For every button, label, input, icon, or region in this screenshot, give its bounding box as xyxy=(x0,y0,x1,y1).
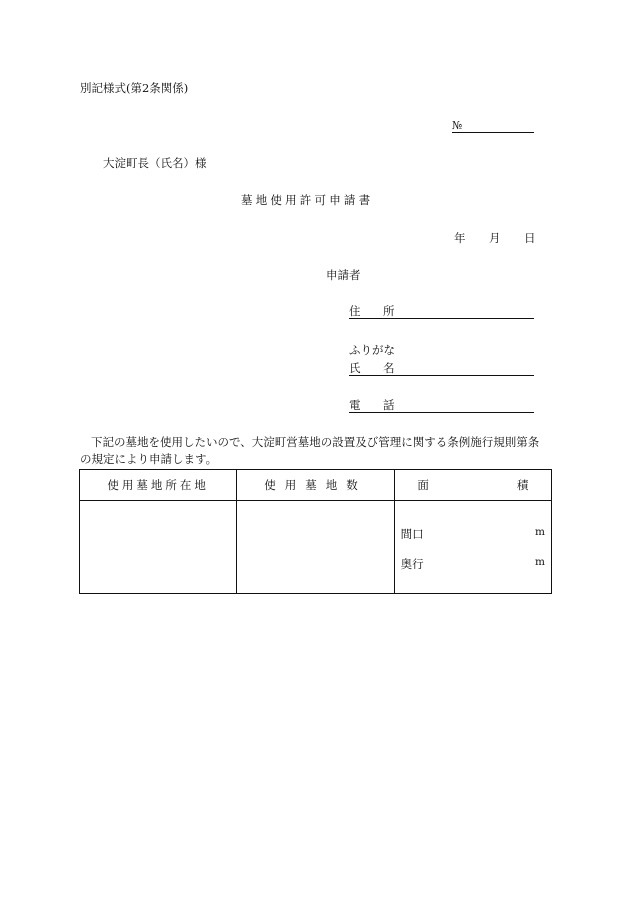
header-area-2: 積 xyxy=(516,478,529,492)
applicant-name-field[interactable] xyxy=(349,360,534,376)
plot-count-cell[interactable] xyxy=(237,501,394,594)
addressee: 大淀町長（氏名）様 xyxy=(103,156,207,170)
date-year-label: 年 xyxy=(454,231,466,245)
phone-label-2: 話 xyxy=(383,398,395,412)
frontage-row xyxy=(401,526,545,540)
address-label-1: 住 xyxy=(349,304,361,318)
address-label-2: 所 xyxy=(383,304,395,318)
header-plot-count: 使用墓地数 xyxy=(237,470,394,501)
applicant-phone-field[interactable] xyxy=(349,397,534,413)
depth-unit: m xyxy=(535,556,545,568)
application-statement: 下記の墓地を使用したいので、大淀町営墓地の設置及び管理に関する条例施行規則第条の規定により申請します。 xyxy=(80,435,540,466)
form-reference: 別記様式(第2条関係) xyxy=(80,81,189,95)
depth-row xyxy=(401,556,545,570)
number-field[interactable] xyxy=(452,118,534,133)
frontage-unit: m xyxy=(535,526,545,538)
name-label-2: 名 xyxy=(383,361,395,375)
date-month-label: 月 xyxy=(489,231,501,245)
table-row xyxy=(80,501,552,594)
applicant-heading: 申請者 xyxy=(326,268,361,282)
frontage-label: 間口 xyxy=(400,527,424,541)
header-area-1: 面 xyxy=(417,478,429,492)
header-plot-location: 使用墓地所在地 xyxy=(80,470,237,501)
number-label: № xyxy=(452,119,463,132)
furigana-label: ふりがな xyxy=(349,343,395,357)
depth-label: 奥行 xyxy=(400,557,424,571)
table-header-row xyxy=(80,470,552,501)
name-label-1: 氏 xyxy=(349,361,361,375)
cemetery-plot-table xyxy=(79,469,552,594)
header-area xyxy=(394,470,551,501)
phone-label-1: 電 xyxy=(349,398,361,412)
area-cell[interactable] xyxy=(394,501,551,594)
document-title: 墓地使用許可申請書 xyxy=(241,193,374,207)
applicant-address-field[interactable] xyxy=(349,303,534,319)
plot-location-cell[interactable] xyxy=(80,501,237,594)
date-day-label: 日 xyxy=(524,231,536,245)
